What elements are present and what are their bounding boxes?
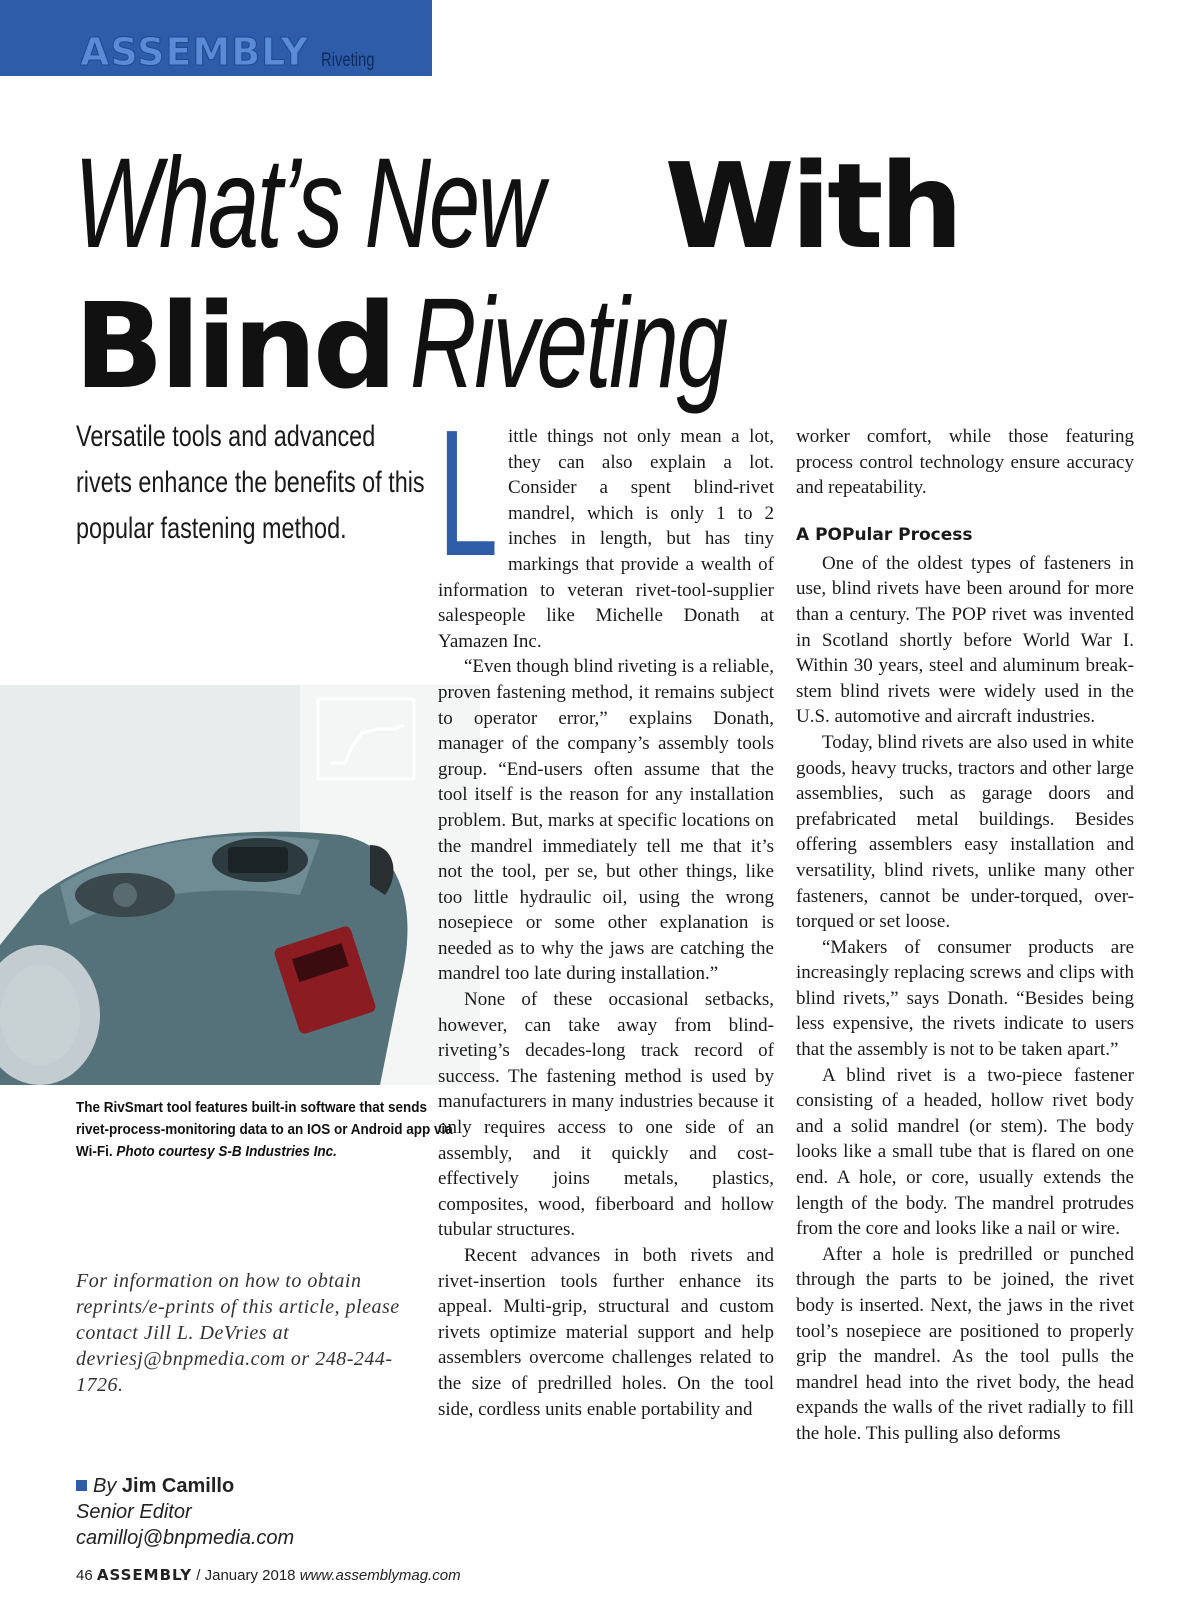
- page-footer: [76, 1566, 461, 1584]
- section-banner: [0, 0, 432, 76]
- title-bold-2: Blind: [74, 277, 394, 415]
- article-paragraph: “Makers of consumer products are increasingly replacing screws and clips with blind rivets,” says Donath. “Besides being less expensive, the rivets indicate to users that the assembly is not to be taken apart.”: [796, 936, 1134, 1061]
- title-line-2: [74, 272, 974, 420]
- reprints-note: For information on how to obtain reprints/e-prints of this article, please contact Jill L. DeVries at devriesj@bnpmedia.com or 248-244-1726.: [76, 1270, 400, 1396]
- article-paragraph: worker comfort, while those featuring process control technology ensure accuracy and repeatability.: [796, 426, 1134, 499]
- section-name: ASSEMBLY: [80, 30, 309, 74]
- title-bold-1: With: [664, 137, 960, 275]
- article-paragraph: Today, blind rivets are also used in white goods, heavy trucks, tractors and other large assemblies, such as garage doors and prefabricated metal buildings. Besides offering assemblers easy installation and versatility, blind rivets, unlike many other fasteners, cannot be under-torqued, over-torqued or set loose.: [796, 731, 1134, 933]
- article-title: [74, 132, 974, 420]
- footer-magazine: ASSEMBLY: [96, 1566, 193, 1584]
- author-email[interactable]: camilloj@bnpmedia.com: [76, 1527, 295, 1549]
- author-role: Senior Editor: [76, 1501, 192, 1523]
- article-paragraph: “Even though blind riveting is a reliable, proven fastening method, it remains subject to operator error,” explains Donath, manager of the company’s assembly tools group. “End-users often assume that the tool itself is the reason for any installation problem. But, marks at specific locations on the mandrel immediately tell me that it’s not the tool, per se, but other things, like too little hydraulic oil, using the wrong nosepiece or some other explanation is needed as to why the jaws are catching the mandrel too late during installation.”: [438, 656, 774, 985]
- rivet-tool-photo: [0, 685, 480, 1085]
- article-paragraph: One of the oldest types of fasteners in use, blind rivets have been around for more than a century. The POP rivet was invented in Scotland shortly before World War I. Within 30 years, steel and aluminum break-stem blind rivets were widely used in the U.S. automotive and aircraft industries.: [796, 552, 1134, 728]
- drop-cap: L: [438, 393, 499, 594]
- byline-by: By: [93, 1475, 117, 1497]
- article-paragraph: A blind rivet is a two-piece fastener consisting of a headed, hollow rivet body and a solid mandrel (or stem). The body looks like a small tube that is flared on one end. A hole, or core, usually extends the length of the body. The mandrel protrudes from the core and looks like a nail or wire.: [796, 1064, 1134, 1240]
- square-bullet-icon: [76, 1480, 87, 1491]
- article-paragraph: After a hole is predrilled or punched through the parts to be joined, the rivet body is inserted. Next, the jaws in the rivet tool’s nosepiece are positioned to properly grip the mandrel. As the tool pulls the mandrel head into the rivet body, the head expands the walls of the rivet radially to fill the hole. This pulling also deforms: [796, 1243, 1134, 1444]
- page-number: 46: [76, 1567, 93, 1584]
- subsection-name: Riveting: [321, 50, 375, 71]
- byline: [76, 1473, 406, 1551]
- title-italic-2: Riveting: [410, 272, 726, 415]
- footer-date: / January 2018: [196, 1567, 296, 1584]
- title-line-1: [74, 132, 974, 280]
- article-paragraph: None of these occasional setbacks, however, can take away from blind-riveting’s decades-long track record of success. The fastening method is used by manufacturers in many industries because it only requires access to one side of an assembly, and it quickly and cost-effectively joins metals, plastics, composites, wood, fiberboard and hollow tubular structures.: [438, 989, 774, 1241]
- article-column-1: [438, 393, 774, 1422]
- section-subhead: A POPular Process: [796, 524, 973, 545]
- title-italic-1: What’s New: [74, 132, 543, 275]
- caption-text: The RivSmart tool features built-in software that sends rivet-process-monitoring data to an IOS or Android app via Wi-Fi.: [76, 1099, 453, 1160]
- article-deck: Versatile tools and advanced rivets enhance the benefits of this popular fastening method.: [76, 420, 425, 545]
- article-paragraph: ittle things not only mean a lot, they can also explain a lot. Consider a spent blind-rivet mandrel, which is only 1 to 2 inches in length, but has tiny markings that provide a wealth of information to veteran rivet-tool-supplier salespeople like Michelle Donath at Yamazen Inc.: [438, 426, 774, 652]
- author-name: Jim Camillo: [121, 1475, 235, 1497]
- article-column-2: [796, 424, 1134, 1447]
- rivet-tool-illustration: [0, 685, 480, 1085]
- photo-caption: [76, 1097, 454, 1163]
- footer-url[interactable]: www.assemblymag.com: [299, 1567, 461, 1584]
- photo-credit: Photo courtesy S-B Industries Inc.: [116, 1143, 337, 1160]
- article-paragraph: Recent advances in both rivets and rivet-insertion tools further enhance its appeal. Multi-grip, structural and custom rivets optimize material support and help assemblers overcome challenges related to the size of predrilled holes. On the tool side, cordless units enable portability and: [438, 1245, 774, 1420]
